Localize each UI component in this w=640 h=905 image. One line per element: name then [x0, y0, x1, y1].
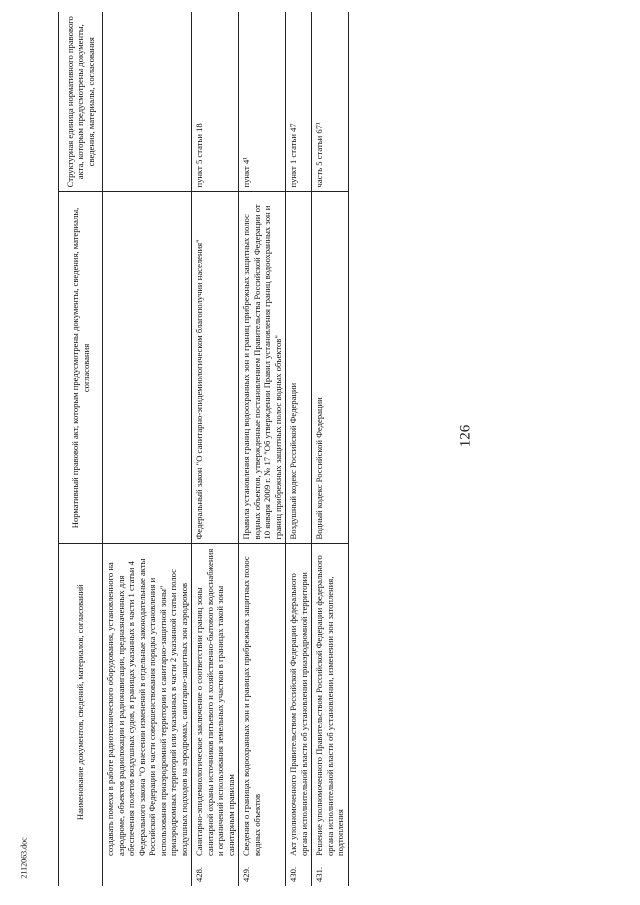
row-document-name: Сведения о границах водоохранных зон и границах прибрежных защитных полос водных объектов	[239, 544, 286, 860]
header-structural-unit: Структурная единица нормативного правового акта, которым предусмотрены документы, сведения, материалы, согласования	[59, 12, 103, 192]
table-row	[312, 12, 348, 886]
row-legal-act: Федеральный закон "О санитарно-эпидемиологическом благополучии населения"	[192, 192, 239, 544]
row-structural-unit: часть 5 статьи 67¹	[312, 12, 348, 192]
row-number: 431.	[312, 860, 348, 886]
row-structural-unit: пункт 5 статьи 18	[192, 12, 239, 192]
row-structural-unit: пункт 4¹	[239, 12, 286, 192]
rotated-table-container	[58, 12, 488, 886]
document-code: 2112063.doc	[19, 837, 29, 879]
page-number: 126	[457, 424, 474, 448]
table-header-row	[59, 12, 103, 886]
row-number: 428.	[192, 860, 239, 886]
header-legal-act: Нормативный правовой акт, которым предусмотрены документы, сведения, материалы, согласования	[59, 192, 103, 544]
header-document-name: Наименование документов, сведений, материалов, согласований	[59, 544, 103, 860]
row-legal-act: Правила установления границ водоохранных зон и границ прибрежных защитных полос водных объектов, утвержденные постановлением Правительства Российской Федерации от 10 января 2009 г. № 17 "Об утверждении Правил установления границ водоохранных зон и границ прибрежных защитных полос водных объектов"	[239, 192, 286, 544]
table-row	[192, 12, 239, 886]
table-row	[286, 12, 312, 886]
table-row	[239, 12, 286, 886]
row-legal-act: Водный кодекс Российской Федерации	[312, 192, 348, 544]
row-document-name: Санитарно-эпидемиологическое заключение о соответствии границ зоны санитарной охраны источников питьевого и хозяйственно-бытового водоснабжения и ограничений использования земельных участков в границах такой зоны санитарным правилам	[192, 544, 239, 860]
row-number	[103, 860, 192, 886]
row-legal-act: Воздушный кодекс Российской Федерации	[286, 192, 312, 544]
row-number: 430.	[286, 860, 312, 886]
row-legal-act	[103, 192, 192, 544]
row-structural-unit: пункт 1 статьи 47	[286, 12, 312, 192]
row-structural-unit	[103, 12, 192, 192]
row-document-name: Акт уполномоченного Правительством Российской Федерации федерального органа исполнительной власти об установлении приаэродромной территории	[286, 544, 312, 860]
documents-table	[58, 12, 349, 886]
row-document-name: создавать помехи в работе радиотехнического оборудования, установленного на аэродроме, объектов радиолокации и радионавигации, предназначенных для обеспечения полетов воздушных судов, в границах указанных в части 1 статьи 4 Федерального закона "О внесении изменений в отдельные законодательные акты Российской Федерации в части совершенствования порядка установления и использования приаэродромной территории и санитарно-защитной зоны" приаэродромных территорий или указанных в части 2 указанной статьи полос воздушных подходов на аэродромах, санитарно-защитных зон аэродромов	[103, 544, 192, 860]
table-row	[103, 12, 192, 886]
row-document-name: Решение уполномоченного Правительством Российской Федерации федерального органа исполнительной власти об установлении, изменении зон затопления, подтопления	[312, 544, 348, 860]
row-number: 429.	[239, 860, 286, 886]
header-number	[59, 860, 103, 886]
